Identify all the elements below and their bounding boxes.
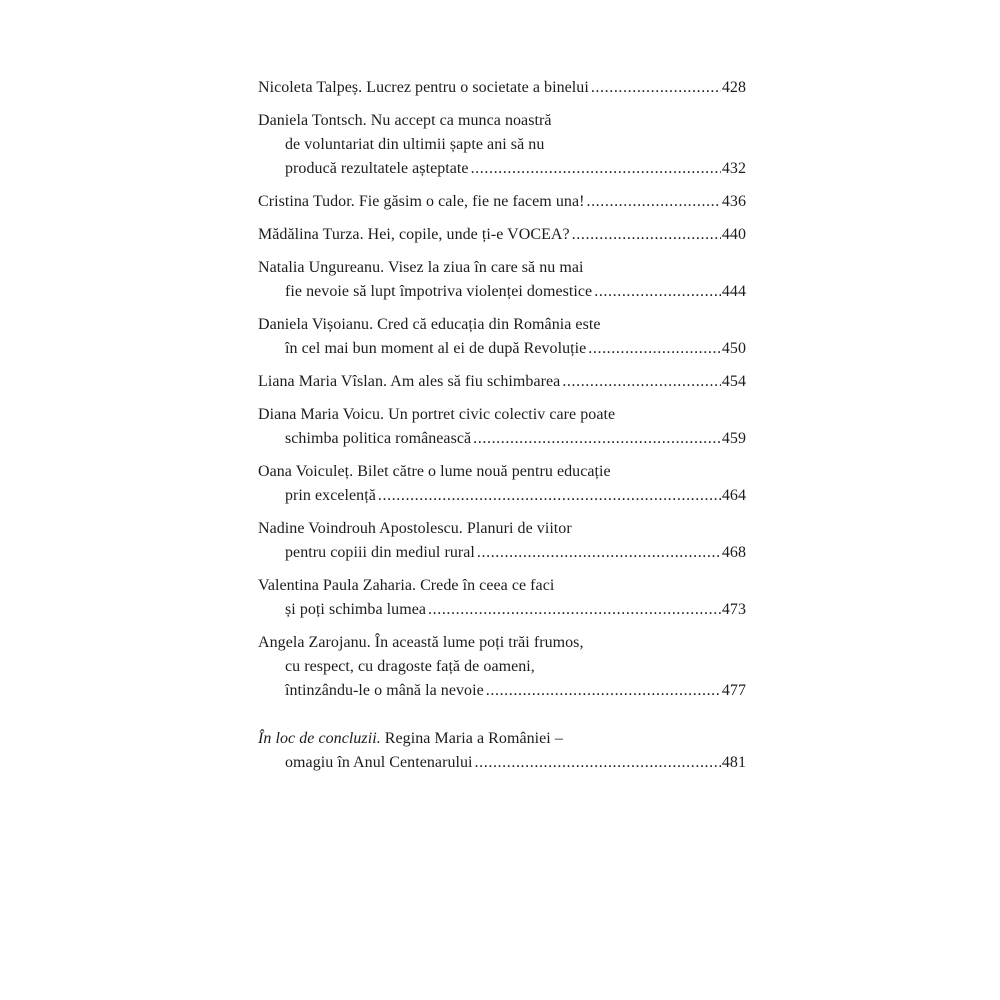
- toc-line: [258, 76, 746, 100]
- dot-leader: [473, 427, 721, 451]
- dot-leader: [594, 280, 721, 304]
- toc-page-number: 464: [721, 487, 746, 504]
- toc-page-number: 477: [721, 682, 746, 699]
- conclusion-italic-label: În loc de concluzii.: [258, 730, 381, 747]
- toc-entry-title: Angela Zarojanu. În această lume poți trăi frumos,: [258, 634, 584, 651]
- toc-entry-title: Natalia Ungureanu. Visez la ziua în care să nu mai: [258, 259, 584, 276]
- toc-page-number: 481: [721, 754, 746, 771]
- toc-entry-zaharia: [258, 574, 746, 622]
- toc-entry-title: Oana Voiculeț. Bilet către o lume nouă pentru educație: [258, 463, 611, 480]
- dot-leader: [486, 679, 721, 703]
- toc-entry-voiculet: [258, 460, 746, 508]
- toc-entry-visoianu: [258, 313, 746, 361]
- toc-entry-title: Diana Maria Voicu. Un portret civic colectiv care poate: [258, 406, 616, 423]
- dot-leader: [586, 190, 720, 214]
- toc-line: [258, 679, 746, 703]
- toc-line: [258, 280, 746, 304]
- toc-entry-title: Valentina Paula Zaharia. Crede în ceea ce faci: [258, 577, 555, 594]
- toc-entry-voindrouh: [258, 517, 746, 565]
- dot-leader: [378, 484, 721, 508]
- toc-entry-title: Nadine Voindrouh Apostolescu. Planuri de viitor: [258, 520, 572, 537]
- toc-entry-conclusion: [258, 727, 746, 775]
- table-of-contents: [258, 76, 746, 784]
- toc-entry-zarojanu: [258, 631, 746, 703]
- toc-line: [258, 751, 746, 775]
- toc-entry-title: Mădălina Turza. Hei, copile, unde ți-e VOCEA?: [258, 226, 570, 243]
- dot-leader: [588, 337, 721, 361]
- toc-entry-voicu: [258, 403, 746, 451]
- dot-leader: [471, 157, 721, 181]
- toc-page-number: 436: [721, 193, 746, 210]
- toc-entry-title-continued: în cel mai bun moment al ei de după Revoluție: [285, 340, 587, 357]
- toc-page-number: 444: [721, 283, 746, 300]
- toc-entry-title-continued: omagiu în Anul Centenarului: [285, 754, 473, 771]
- toc-line: [258, 541, 746, 565]
- dot-leader: [562, 370, 721, 394]
- toc-page-number: 473: [721, 601, 746, 618]
- dot-leader: [428, 598, 721, 622]
- toc-line: [258, 157, 746, 181]
- toc-page-number: 440: [721, 226, 746, 243]
- toc-entry-title: Cristina Tudor. Fie găsim o cale, fie ne facem una!: [258, 193, 585, 210]
- toc-entry-title-continued: schimba politica românească: [285, 430, 472, 447]
- toc-entry-title-continued: întinzându-le o mână la nevoie: [285, 682, 484, 699]
- toc-entry-title-continued: cu respect, cu dragoste față de oameni,: [285, 658, 535, 675]
- toc-page-number: 428: [721, 79, 746, 96]
- dot-leader: [572, 223, 721, 247]
- toc-entry-title-continued: de voluntariat din ultimii șapte ani să nu: [285, 136, 545, 153]
- toc-entry-ungureanu: [258, 256, 746, 304]
- dot-leader: [477, 541, 721, 565]
- toc-line: [258, 598, 746, 622]
- toc-entry-turza: [258, 223, 746, 247]
- toc-entry-title: Nicoleta Talpeș. Lucrez pentru o societate a binelui: [258, 79, 589, 96]
- toc-entry-title-continued: prin excelență: [285, 487, 376, 504]
- toc-page-number: 459: [721, 430, 746, 447]
- toc-entry-title-continued: fie nevoie să lupt împotriva violenței domestice: [285, 283, 593, 300]
- conclusion-title-rest: Regina Maria a României –: [380, 730, 563, 747]
- toc-entry-title: Daniela Tontsch. Nu accept ca munca noastră: [258, 112, 552, 129]
- toc-entry-talpes: [258, 76, 746, 100]
- toc-entry-title-continued: pentru copiii din mediul rural: [285, 544, 475, 561]
- toc-entry-title: Liana Maria Vîslan. Am ales să fiu schimbarea: [258, 373, 561, 390]
- toc-entry-tontsch: [258, 109, 746, 181]
- toc-line: [258, 223, 746, 247]
- toc-line: [258, 427, 746, 451]
- toc-entry-title-continued: producă rezultatele așteptate: [285, 160, 469, 177]
- toc-line: [258, 370, 746, 394]
- toc-page-number: 432: [721, 160, 746, 177]
- toc-page-number: 450: [721, 340, 746, 357]
- toc-entry-vislan: [258, 370, 746, 394]
- dot-leader: [591, 76, 721, 100]
- toc-page-number: 468: [721, 544, 746, 561]
- toc-entry-tudor: [258, 190, 746, 214]
- toc-line: [258, 190, 746, 214]
- toc-entry-title-continued: și poți schimba lumea: [285, 601, 427, 618]
- toc-page-number: 454: [721, 373, 746, 390]
- toc-entry-title: Daniela Vișoianu. Cred că educația din România este: [258, 316, 601, 333]
- dot-leader: [475, 751, 721, 775]
- toc-line: [258, 337, 746, 361]
- toc-entry-title: [258, 727, 746, 751]
- toc-line: [258, 484, 746, 508]
